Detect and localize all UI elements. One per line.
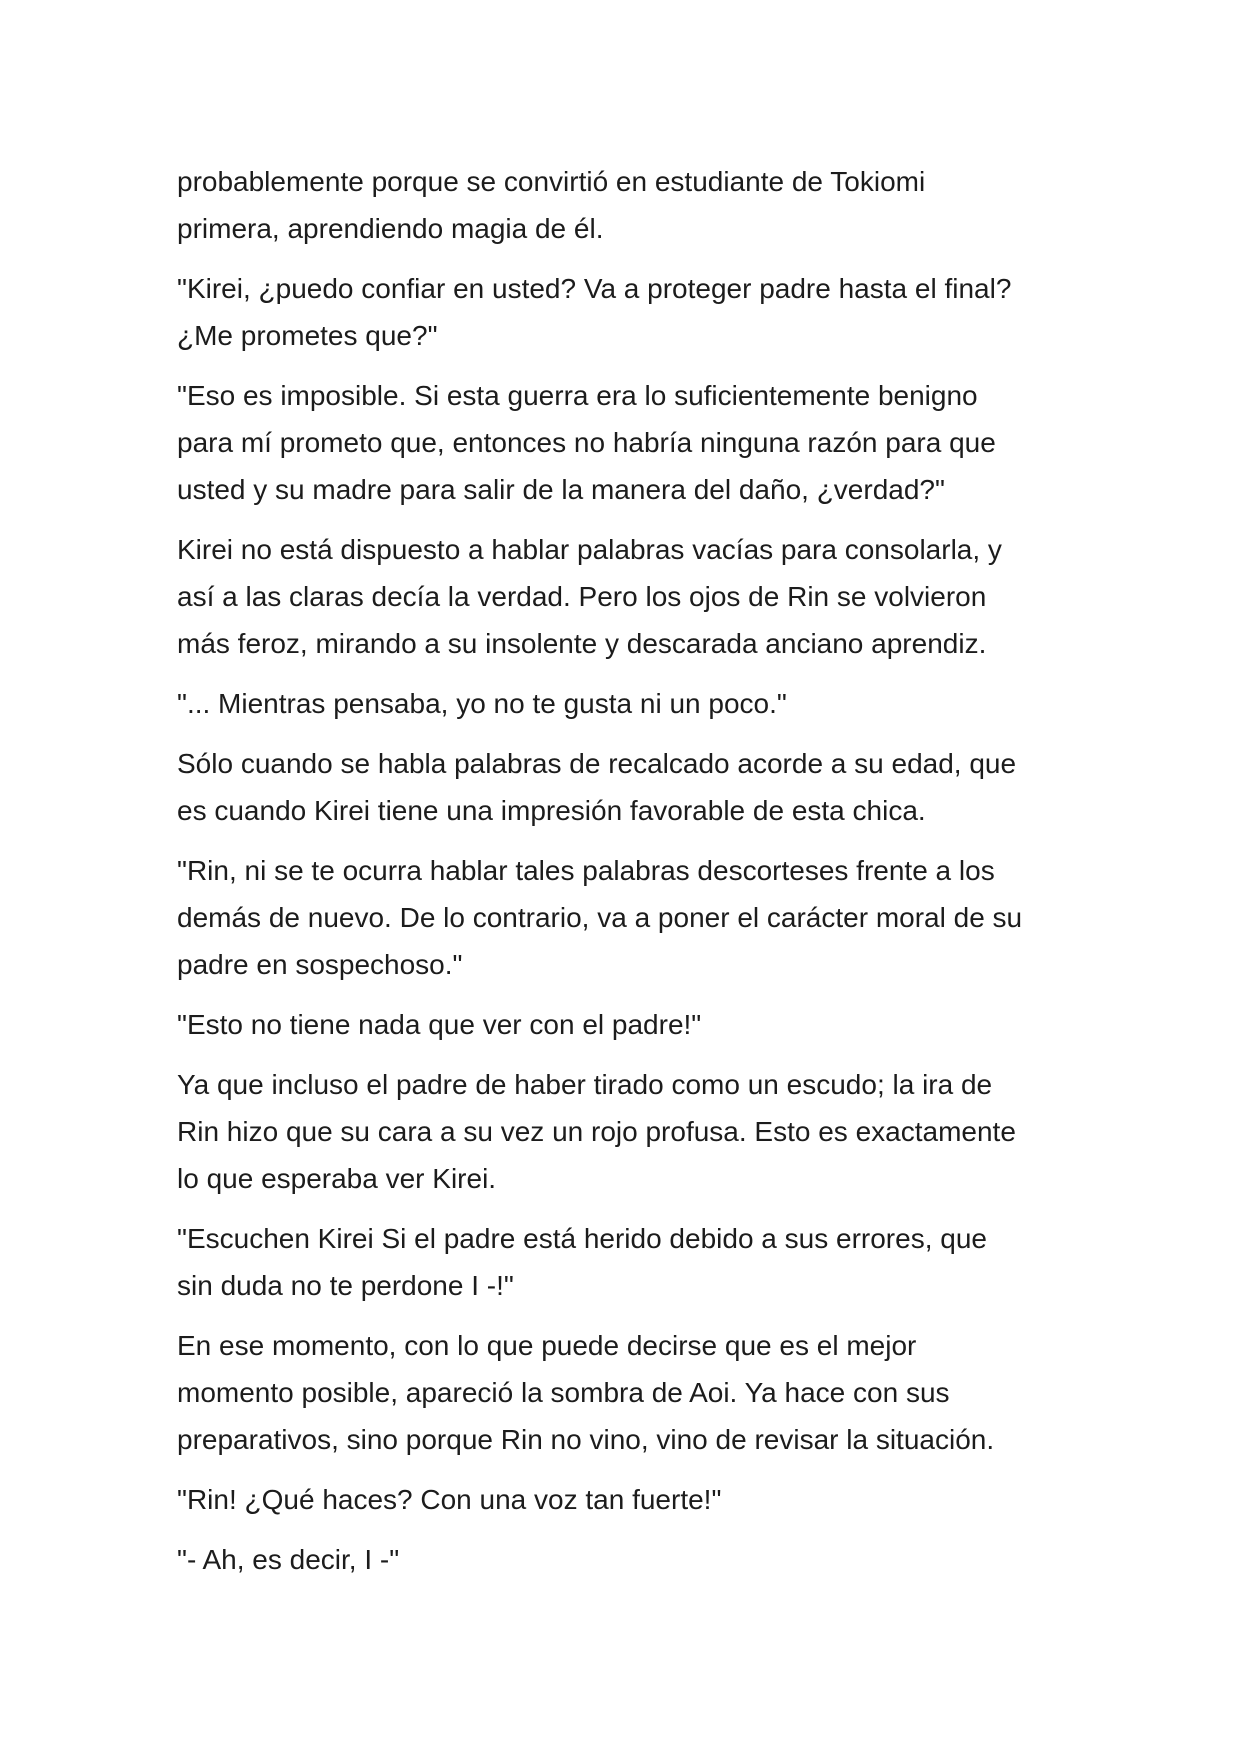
paragraph — [177, 526, 1082, 667]
text-line: Kirei no está dispuesto a hablar palabras vacías para consolarla, y — [177, 534, 1002, 565]
text-line: "- Ah, es decir, I -" — [177, 1544, 400, 1575]
text-line: "Eso es imposible. Si esta guerra era lo suficientemente benigno — [177, 380, 978, 411]
text-line: "... Mientras pensaba, yo no te gusta ni un poco." — [177, 688, 787, 719]
text-line: Rin hizo que su cara a su vez un rojo profusa. Esto es exactamente — [177, 1116, 1016, 1147]
paragraph — [177, 1536, 1082, 1583]
paragraph — [177, 1476, 1082, 1523]
text-line: "Esto no tiene nada que ver con el padre!" — [177, 1009, 702, 1040]
paragraph — [177, 847, 1082, 988]
text-line: En ese momento, con lo que puede decirse que es el mejor — [177, 1330, 917, 1361]
paragraph — [177, 740, 1082, 834]
text-line: demás de nuevo. De lo contrario, va a poner el carácter moral de su — [177, 902, 1023, 933]
text-line: para mí prometo que, entonces no habría ninguna razón para que — [177, 427, 996, 458]
text-body — [177, 158, 1082, 1596]
text-line: usted y su madre para salir de la manera del daño, ¿verdad?" — [177, 474, 945, 505]
text-line: "Escuchen Kirei Si el padre está herido debido a sus errores, que — [177, 1223, 987, 1254]
text-line: primera, aprendiendo magia de él. — [177, 213, 604, 244]
text-line: momento posible, apareció la sombra de Aoi. Ya hace con sus — [177, 1377, 950, 1408]
text-line: ¿Me prometes que?" — [177, 320, 438, 351]
paragraph — [177, 1061, 1082, 1202]
text-line: Sólo cuando se habla palabras de recalcado acorde a su edad, que — [177, 748, 1017, 779]
paragraph — [177, 680, 1082, 727]
text-line: "Rin, ni se te ocurra hablar tales palabras descorteses frente a los — [177, 855, 995, 886]
paragraph — [177, 372, 1082, 513]
text-line: lo que esperaba ver Kirei. — [177, 1163, 497, 1194]
text-line: probablemente porque se convirtió en estudiante de Tokiomi — [177, 166, 926, 197]
paragraph — [177, 158, 1082, 252]
text-line: preparativos, sino porque Rin no vino, vino de revisar la situación. — [177, 1424, 995, 1455]
text-line: Ya que incluso el padre de haber tirado como un escudo; la ira de — [177, 1069, 993, 1100]
text-line: es cuando Kirei tiene una impresión favorable de esta chica. — [177, 795, 926, 826]
text-line: sin duda no te perdone I -!" — [177, 1270, 514, 1301]
text-line: padre en sospechoso." — [177, 949, 463, 980]
text-line: más feroz, mirando a su insolente y descarada anciano aprendiz. — [177, 628, 987, 659]
paragraph — [177, 1215, 1082, 1309]
text-line: "Rin! ¿Qué haces? Con una voz tan fuerte!" — [177, 1484, 722, 1515]
paragraph — [177, 1001, 1082, 1048]
paragraph — [177, 265, 1082, 359]
text-line: así a las claras decía la verdad. Pero los ojos de Rin se volvieron — [177, 581, 987, 612]
paragraph — [177, 1322, 1082, 1463]
text-line: "Kirei, ¿puedo confiar en usted? Va a proteger padre hasta el final? — [177, 273, 1012, 304]
